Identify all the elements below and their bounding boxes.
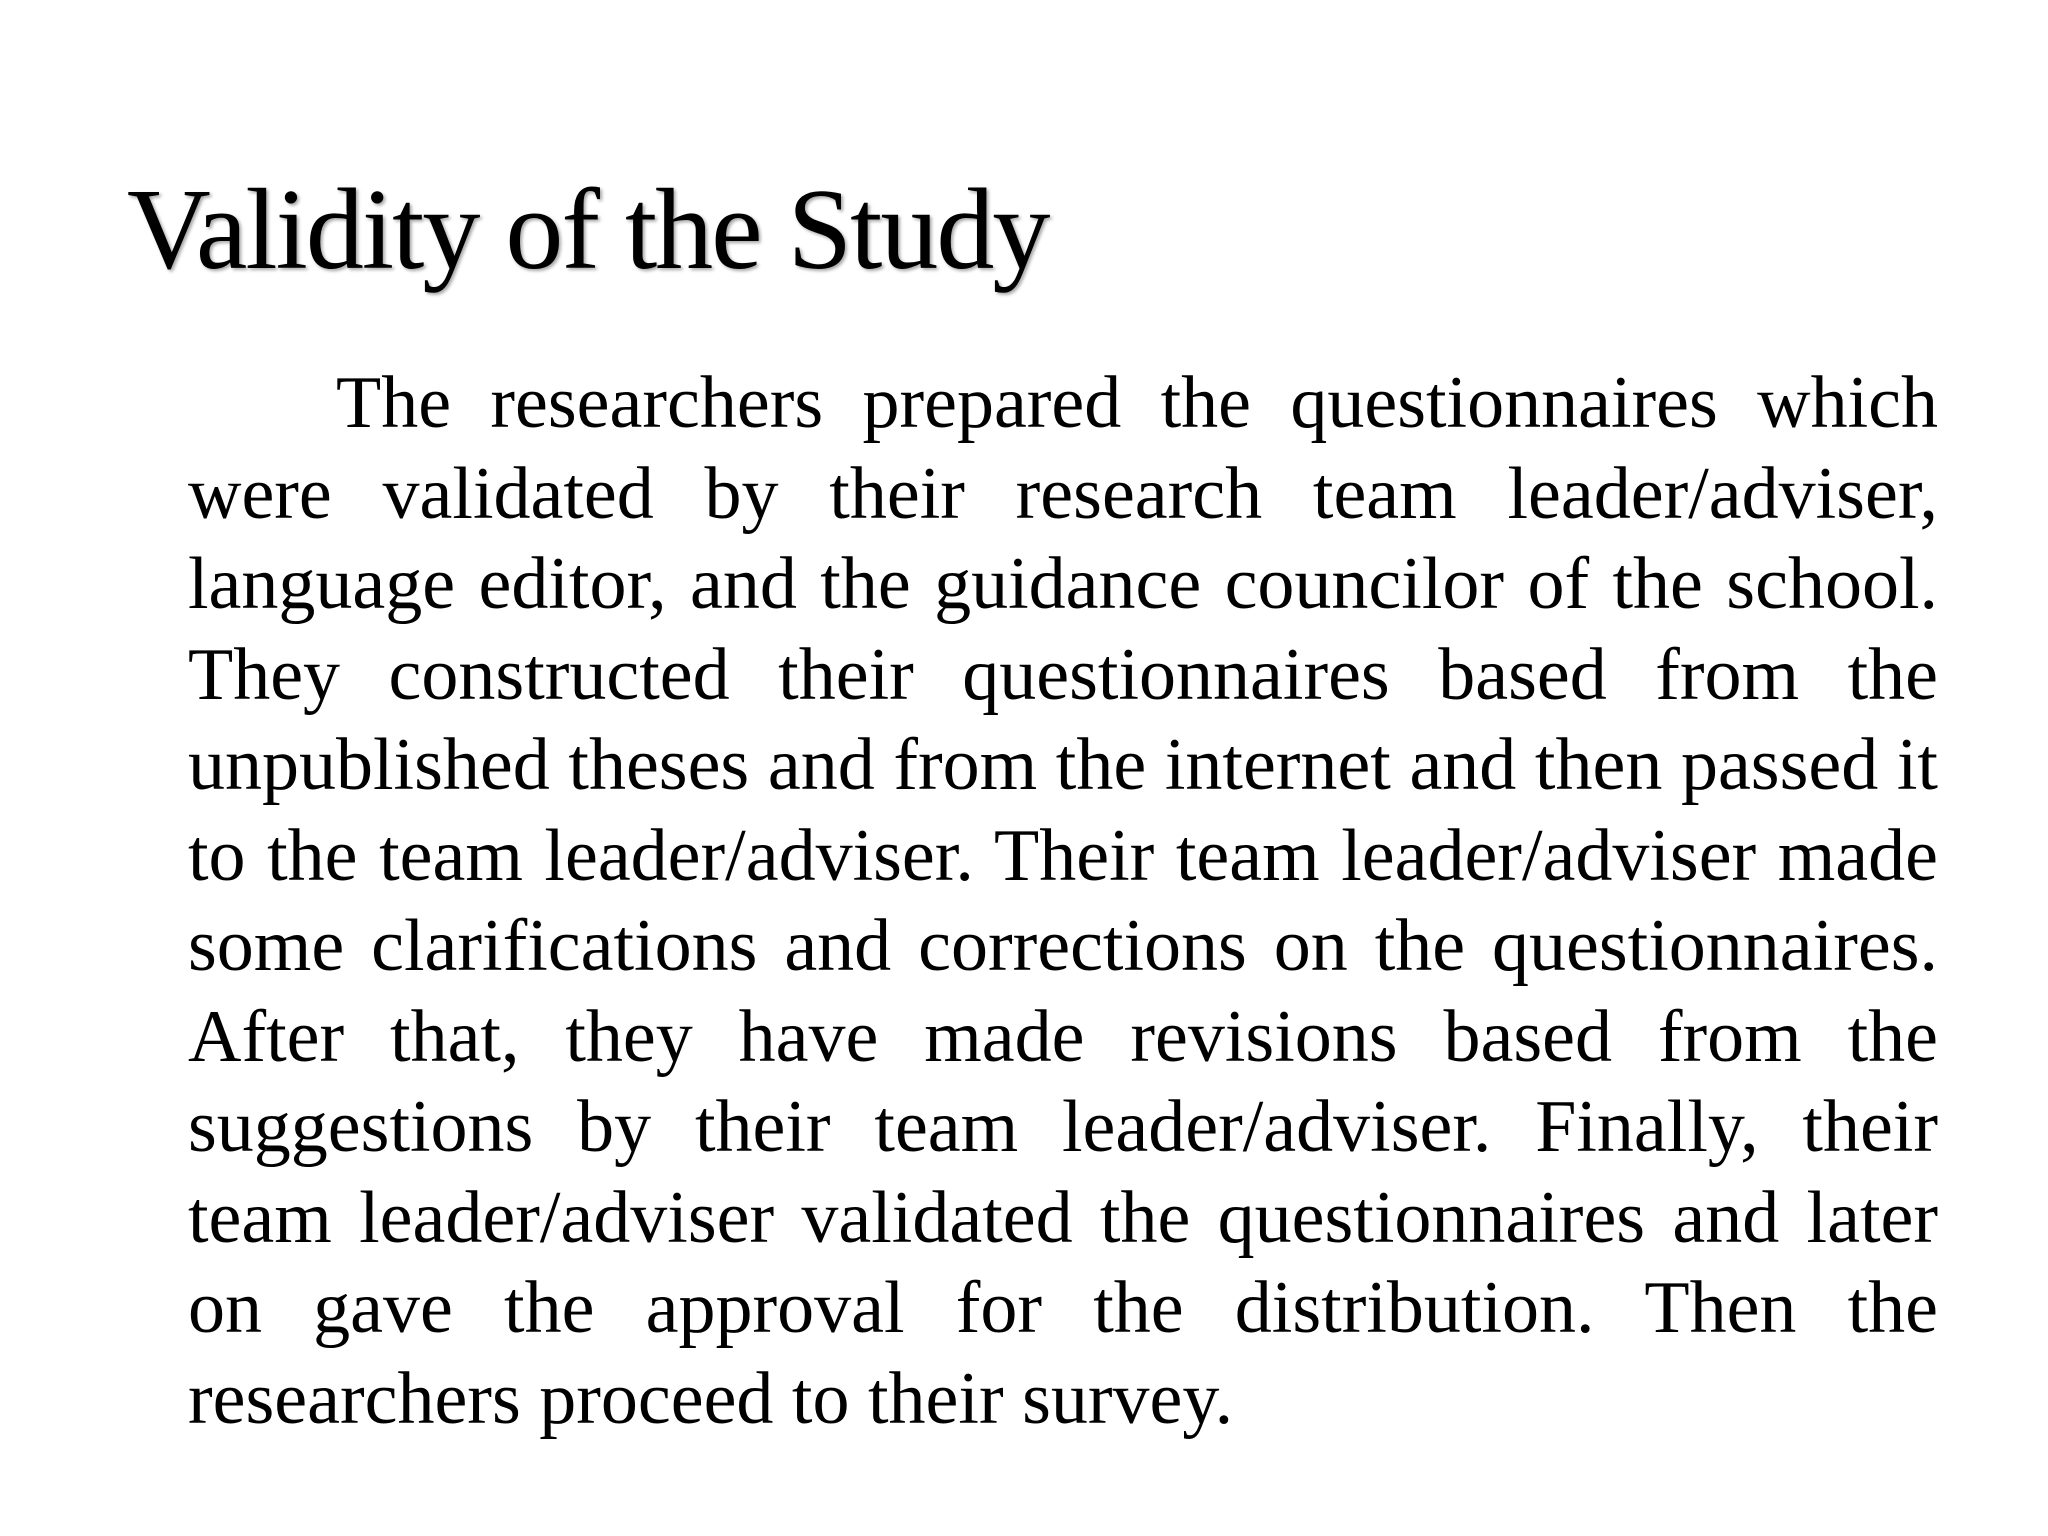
body-paragraph: The researchers prepared the questionnaires which were validated by their research team leader/adviser, language editor, and the guidance councilor of the school. They constructed their questionnaires based from the unpublished theses and from the internet and then passed it to the team leader/adviser. Their team leader/adviser made some clarifications and corrections on the questionnaires. After that, they have made revisions based from the suggestions by their team leader/adviser. Finally, their team leader/adviser validated the questionnaires and later on gave the approval for the distribution. Then the researchers proceed to their survey. bbox=[188, 362, 1938, 1440]
slide-title: Validity of the Study bbox=[127, 166, 1049, 294]
